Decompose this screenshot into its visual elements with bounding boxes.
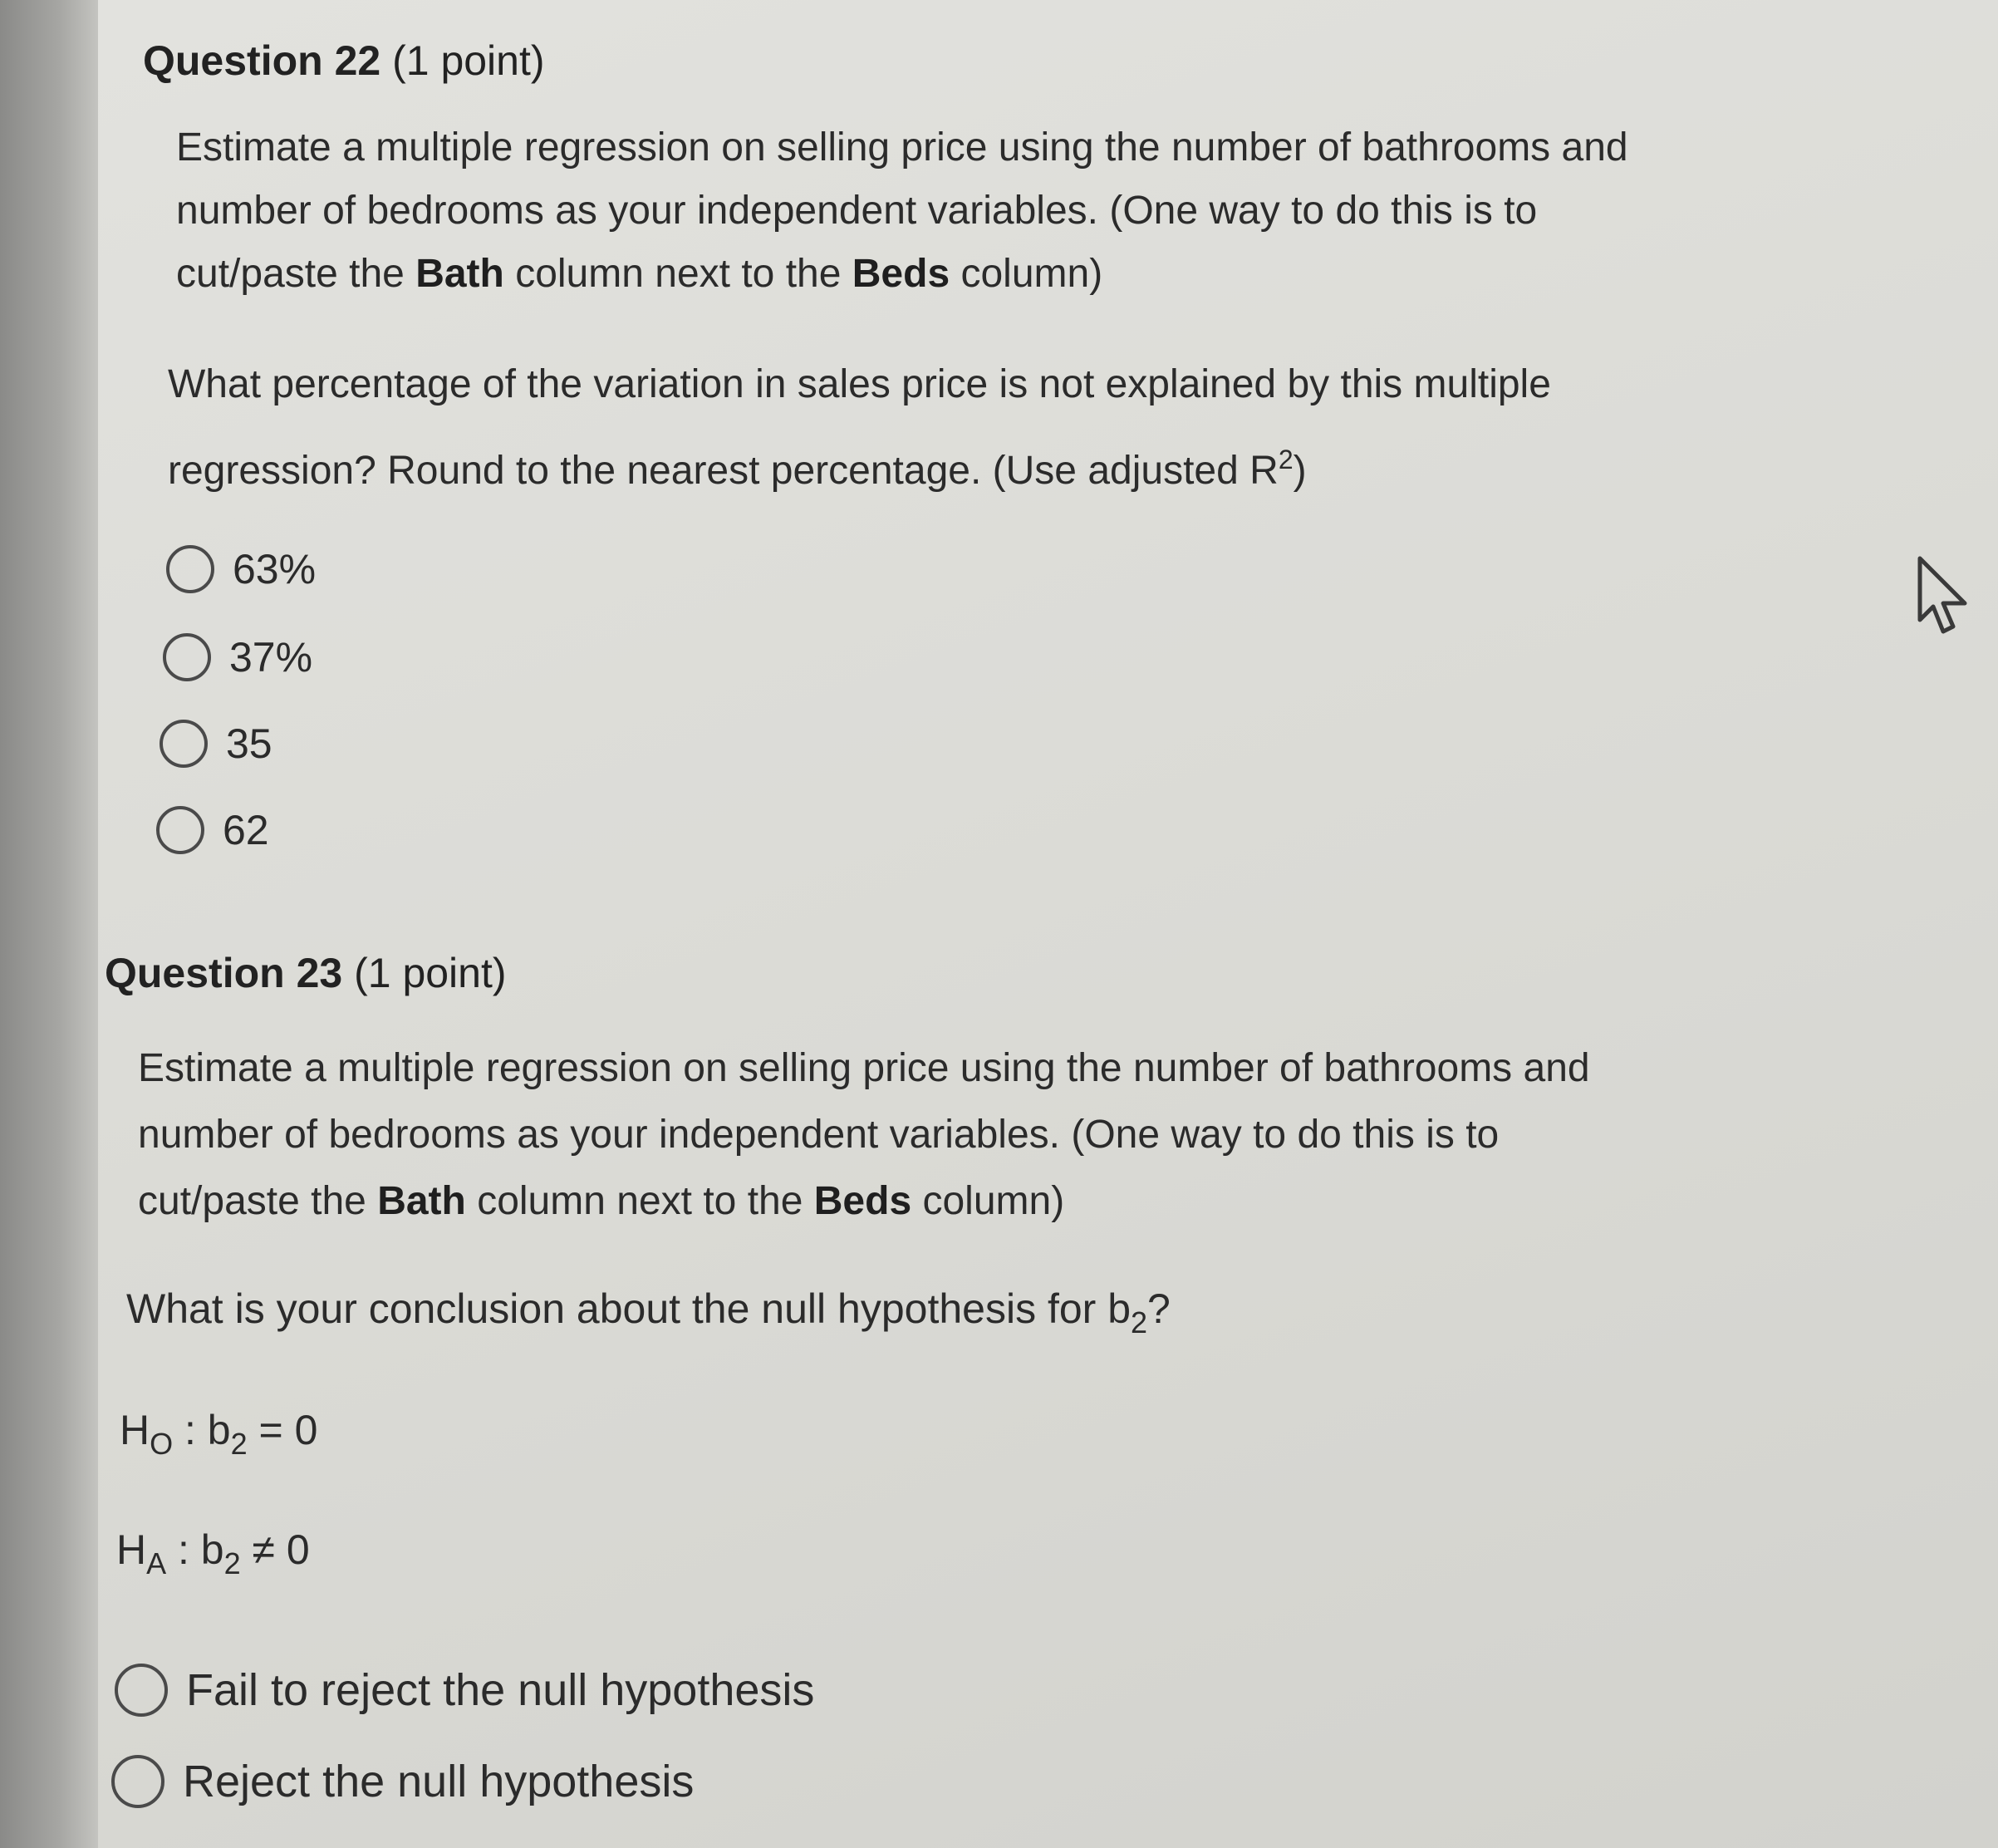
null-hypothesis: $H_O$ : $b_2 = 0$ [120, 1407, 318, 1461]
q22-option-label: 63% [233, 546, 317, 592]
question-22-intro-line-1: Estimate a multiple regression on selling price using the number of bathrooms and [176, 125, 1628, 170]
question-22-prompt [168, 347, 1551, 509]
q22-option-label: 37% [229, 634, 313, 681]
question-23-title [105, 949, 507, 997]
question-22-points: (1 point) [392, 37, 545, 84]
question-22-intro [176, 116, 1628, 306]
q22-option-label: 62 [223, 807, 269, 853]
radio-unselected-icon[interactable] [156, 806, 204, 854]
question-23-number: Question 23 [105, 950, 343, 996]
question-23-intro-line-2: number of bedrooms as your independent variables. (One way to do this is to [138, 1113, 1500, 1157]
alternative-hypothesis: $H_A$ : $b_2 \ne 0$ [116, 1526, 310, 1580]
radio-unselected-icon[interactable] [163, 633, 211, 681]
q23-option-label: Fail to reject the null hypothesis [186, 1665, 815, 1715]
question-23-intro-line-3: cut/paste the Bath column next to the Beds column) [138, 1179, 1065, 1223]
q22-option-63-percent[interactable] [166, 545, 316, 593]
question-22-intro-line-3: cut/paste the Bath column next to the Beds column) [176, 252, 1103, 296]
question-23-intro-line-1: Estimate a multiple regression on selling price using the number of bathrooms and [138, 1046, 1590, 1090]
question-22-prompt-line-1: What percentage of the variation in sales price is not explained by this multiple [168, 362, 1551, 406]
question-22-number: Question 22 [143, 37, 381, 84]
q23-option-reject[interactable] [111, 1755, 694, 1808]
question-23-points: (1 point) [354, 950, 507, 996]
question-23-intro [138, 1035, 1590, 1235]
q22-option-35[interactable] [160, 720, 272, 768]
question-22-title [143, 37, 545, 85]
q23-option-fail-to-reject[interactable] [115, 1664, 814, 1717]
radio-unselected-icon[interactable] [111, 1755, 164, 1808]
q22-option-label: 35 [226, 720, 272, 767]
question-22-prompt-line-2: regression? Round to the nearest percentage. (Use adjusted $R^2$) [168, 445, 1307, 493]
q22-option-37-percent[interactable] [163, 633, 312, 681]
radio-unselected-icon[interactable] [115, 1664, 168, 1717]
question-23-prompt: What is your conclusion about the null hypothesis for $b_2$? [126, 1285, 1171, 1339]
q22-option-62[interactable] [156, 806, 269, 854]
radio-unselected-icon[interactable] [160, 720, 208, 768]
q23-option-label: Reject the null hypothesis [183, 1757, 695, 1806]
radio-unselected-icon[interactable] [166, 545, 214, 593]
question-22-intro-line-2: number of bedrooms as your independent variables. (One way to do this is to [176, 189, 1538, 233]
left-sidebar-rail [0, 0, 98, 1848]
mouse-pointer-icon [1915, 555, 1973, 638]
